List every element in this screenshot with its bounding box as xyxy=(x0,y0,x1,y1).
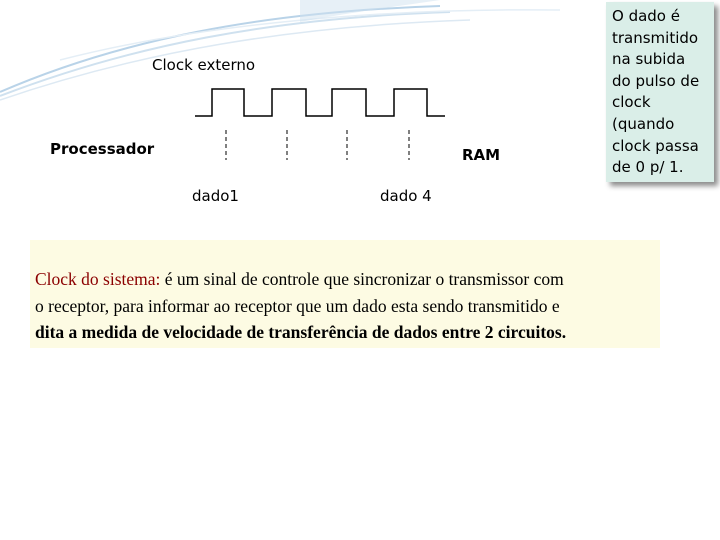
note-box xyxy=(606,2,714,182)
ram-label: RAM xyxy=(462,146,501,164)
note-text: O dado é transmitido na subida do pulso de clock (quando clock passa de 0 p/ 1. xyxy=(612,7,700,177)
definition-line-3: dita a medida de velocidade de transferência de dados entre 2 circuitos. xyxy=(35,322,567,343)
definition-text xyxy=(35,266,663,346)
definition-line-1 xyxy=(35,266,663,293)
definition-term: Clock do sistema: xyxy=(35,269,161,289)
data-last-label: dado 4 xyxy=(380,187,432,205)
data-first-label: dado1 xyxy=(192,187,239,205)
definition-line-1-rest: é um sinal de controle que sincronizar o transmissor com xyxy=(160,269,564,289)
clock-pulse-train xyxy=(195,89,445,116)
definition-box xyxy=(30,240,660,348)
clock-label: Clock externo xyxy=(152,56,256,74)
processor-label: Processador xyxy=(50,140,155,158)
definition-line-2: o receptor, para informar ao receptor que um dado esta sendo transmitido e xyxy=(35,295,560,316)
